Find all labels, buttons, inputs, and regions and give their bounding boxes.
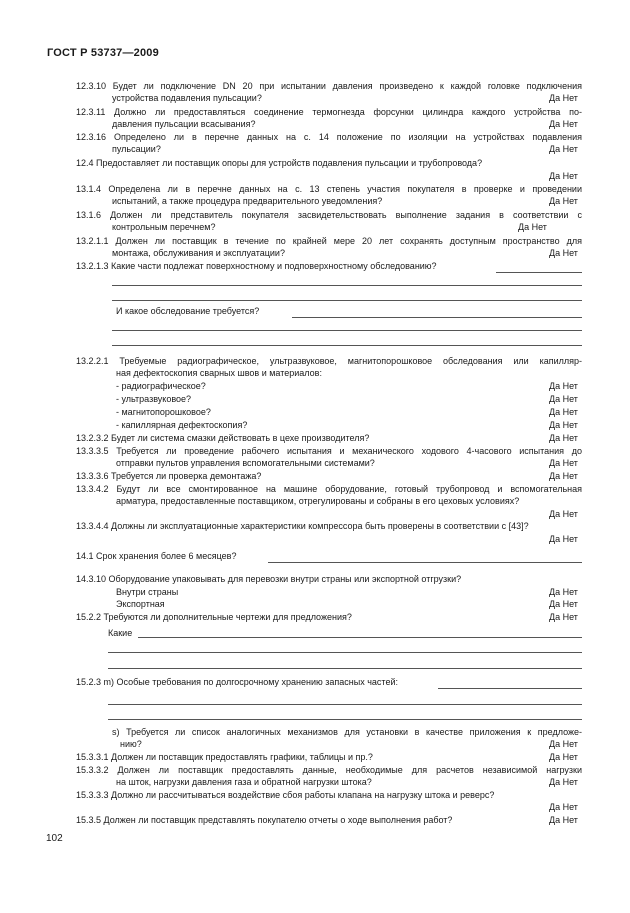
answer-line: [108, 668, 582, 669]
yes-no-answer: Да Нет: [549, 752, 578, 762]
yes-no-answer: Да Нет: [549, 248, 578, 258]
question-text: 12.3.16 Определено ли в перечне данных на с. 14 положение по изоляции на устройствах подавления: [76, 132, 582, 142]
yes-no-answer: Да Нет: [549, 458, 578, 468]
question-text: 13.2.2.1 Требуемые радиографическое, ультразвуковое, магнитопорошковое обследования или капилляр-: [76, 356, 582, 366]
question-text: отправки пультов управления вспомогательными системами?: [116, 458, 375, 468]
yes-no-answer: Да Нет: [549, 196, 578, 206]
question-text: 13.2.1.1 Должен ли поставщик в течение по крайней мере 20 лет сохранять доступным пространство для: [76, 236, 582, 246]
question-text: испытаний, а также процедура предварительного уведомления?: [112, 196, 383, 206]
question-text: ная дефектоскопия сварных швов и материалов:: [116, 368, 322, 378]
answer-line: [438, 688, 582, 689]
question-text: 15.3.3.1 Должен ли поставщик предоставлять графики, таблицы и пр.?: [76, 752, 373, 762]
question-text: И какое обследование требуется?: [116, 306, 260, 316]
question-text: монтажа, обслуживания и эксплуатации?: [112, 248, 285, 258]
question-text: 12.3.10 Будет ли подключение DN 20 при испытании давления произведено к каждой головке подключения: [76, 81, 582, 91]
question-text: 15.2.3 m) Особые требования по долгосрочному хранению запасных частей:: [76, 677, 398, 687]
question-text: 13.2.1.3 Какие части подлежат поверхностному и подповерхностному обследованию?: [76, 261, 437, 271]
yes-no-answer: Да Нет: [549, 587, 578, 597]
yes-no-answer: Да Нет: [549, 534, 578, 544]
question-text: давления пульсации всасывания?: [112, 119, 256, 129]
answer-line: [268, 562, 582, 563]
question-text: контрольным перечнем?: [112, 222, 216, 232]
answer-line: [112, 300, 582, 301]
yes-no-answer: Да Нет: [549, 407, 578, 417]
question-text: на шток, нагрузки давления газа и обратной нагрузки штока?: [116, 777, 372, 787]
question-text: устройства подавления пульсации?: [112, 93, 262, 103]
yes-no-answer: Да Нет: [549, 815, 578, 825]
question-text: 13.3.4.2 Будут ли все смонтированное на машине оборудование, готовый трубопровод и вспомогательная: [76, 484, 582, 494]
answer-line: [108, 719, 582, 720]
yes-no-answer: Да Нет: [549, 381, 578, 391]
question-text: нию?: [120, 739, 142, 749]
question-text: 15.3.3.2 Должен ли поставщик предоставлять данные, необходимые для расчетов независимой нагрузки: [76, 765, 582, 775]
question-text: 13.3.3.6 Требуется ли проверка демонтажа?: [76, 471, 262, 481]
question-text: 13.3.3.5 Требуется ли проведение рабочего испытания и механического ходового 4-часового испытания до: [76, 446, 582, 456]
list-item: - радиографическое?: [116, 381, 206, 391]
answer-line: [108, 704, 582, 705]
document-header: ГОСТ Р 53737—2009: [47, 47, 159, 59]
list-item: Экспортная: [116, 599, 165, 609]
question-text: s) Требуется ли список аналогичных механизмов для установки в качестве приложения к предложе-: [112, 727, 582, 737]
question-text: 13.3.4.4 Должны ли эксплуатационные характеристики компрессора быть проверены в соответствии с [43]?: [76, 521, 529, 531]
answer-line: [112, 345, 582, 346]
yes-no-answer: Да Нет: [549, 394, 578, 404]
yes-no-answer: Да Нет: [549, 739, 578, 749]
answer-line: [138, 637, 582, 638]
yes-no-answer: Да Нет: [518, 222, 547, 232]
question-text: 15.2.2 Требуются ли дополнительные чертежи для предложения?: [76, 612, 352, 622]
answer-line: [112, 285, 582, 286]
yes-no-answer: Да Нет: [549, 777, 578, 787]
page-number: 102: [46, 833, 63, 844]
question-text: 13.1.4 Определена ли в перечне данных на с. 13 степень участия покупателя в проверке и проведении: [76, 184, 582, 194]
yes-no-answer: Да Нет: [549, 612, 578, 622]
list-item: - ультразвуковое?: [116, 394, 192, 404]
question-text: 13.1.6 Должен ли представитель покупателя засвидетельствовать выполнение задания в соответствии с: [76, 210, 582, 220]
yes-no-answer: Да Нет: [549, 433, 578, 443]
question-text: 12.4 Предоставляет ли поставщик опоры для устройств подавления пульсации и трубопровода?: [76, 158, 483, 168]
yes-no-answer: Да Нет: [549, 93, 578, 103]
list-item: - капиллярная дефектоскопия?: [116, 420, 248, 430]
answer-line: [112, 330, 582, 331]
yes-no-answer: Да Нет: [549, 420, 578, 430]
question-text: 15.3.3.3 Должно ли рассчитываться воздействие сбоя работы клапана на нагрузку штока и реверс?: [76, 790, 495, 800]
yes-no-answer: Да Нет: [549, 802, 578, 812]
yes-no-answer: Да Нет: [549, 599, 578, 609]
question-text: Какие: [108, 628, 133, 638]
list-item: Внутри страны: [116, 587, 179, 597]
question-text: пульсации?: [112, 144, 161, 154]
answer-line: [108, 652, 582, 653]
question-text: 15.3.5 Должен ли поставщик представлять покупателю отчеты о ходе выполнения работ?: [76, 815, 453, 825]
question-text: 13.2.3.2 Будет ли система смазки действовать в цехе производителя?: [76, 433, 370, 443]
question-text: 14.1 Срок хранения более 6 месяцев?: [76, 551, 237, 561]
list-item: - магнитопорошковое?: [116, 407, 211, 417]
answer-line: [292, 317, 582, 318]
yes-no-answer: Да Нет: [549, 509, 578, 519]
yes-no-answer: Да Нет: [549, 471, 578, 481]
yes-no-answer: Да Нет: [549, 144, 578, 154]
question-text: 12.3.11 Должно ли предоставляться соединение термогнезда форсунки цилиндра каждого устройства по-: [76, 107, 582, 117]
question-text: 14.3.10 Оборудование упаковывать для перевозки внутри страны или экспортной отгрузки?: [76, 574, 462, 584]
answer-line: [496, 272, 582, 273]
yes-no-answer: Да Нет: [549, 119, 578, 129]
question-text: арматура, предоставленные поставщиком, отрегулированы и собраны в его цеховых условиях?: [116, 496, 520, 506]
yes-no-answer: Да Нет: [549, 171, 578, 181]
